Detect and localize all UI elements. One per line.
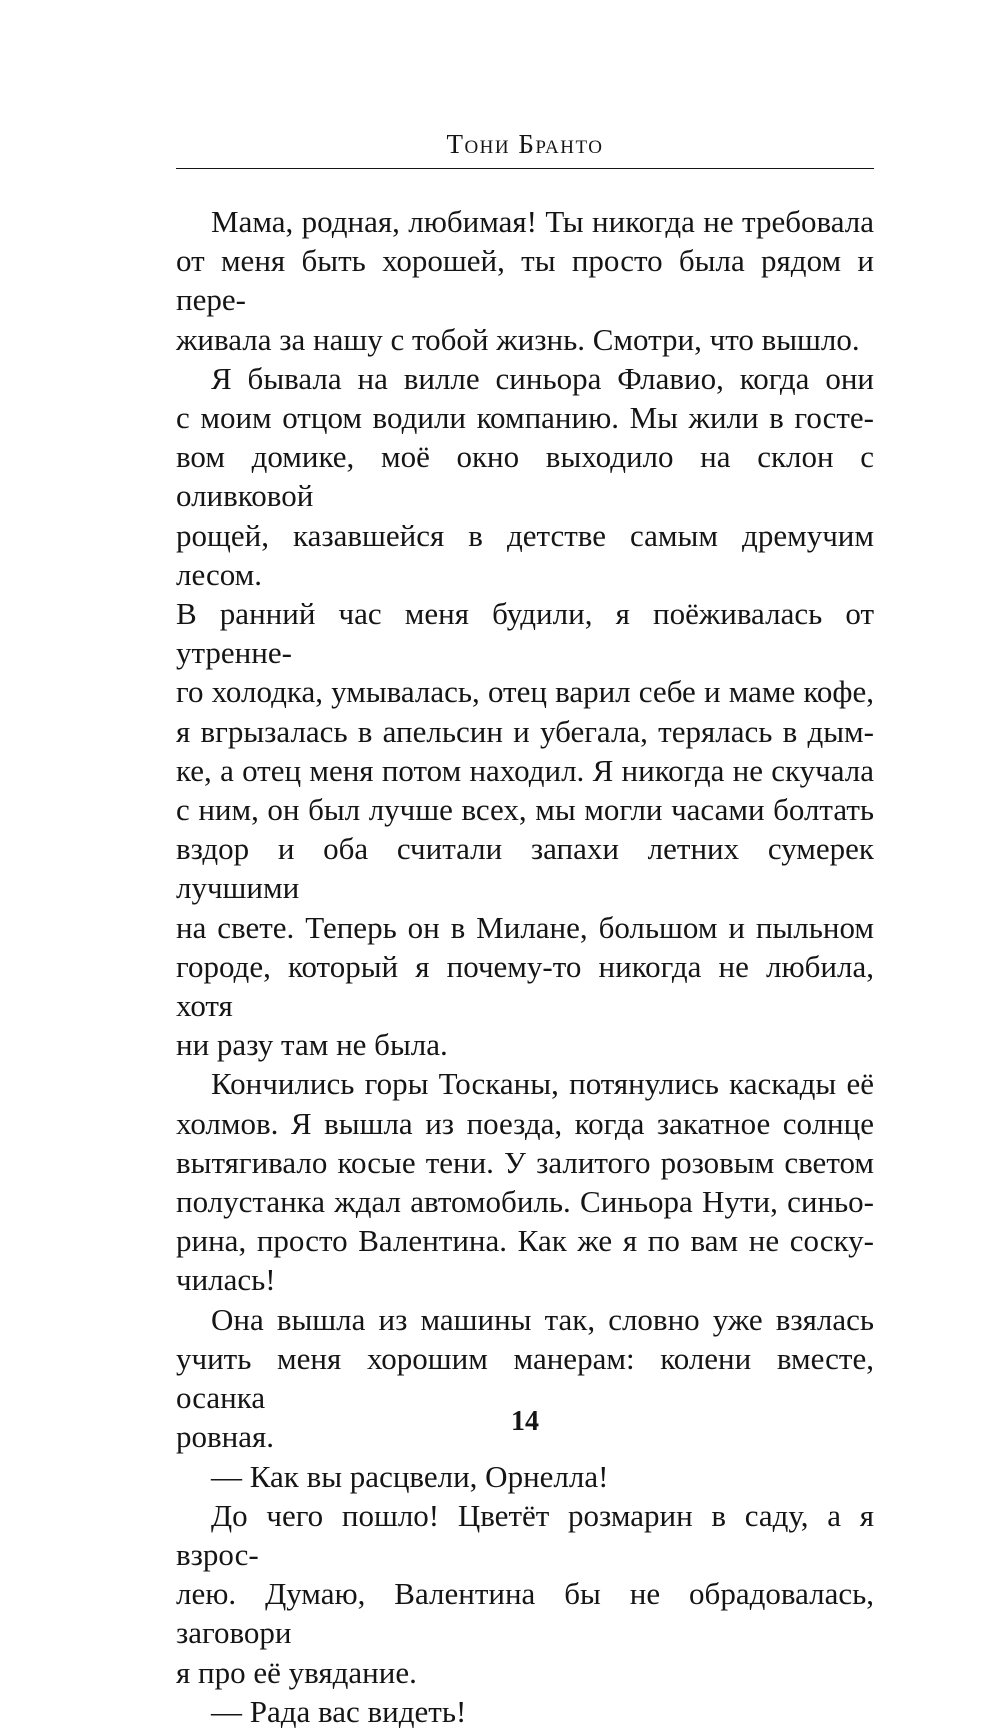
text-line: городе, который я почему-то никогда не любила, хотя — [176, 948, 874, 1024]
paragraph — [176, 1496, 874, 1692]
paragraph — [176, 359, 874, 1065]
page-number: 14 — [511, 1406, 539, 1437]
text-line: чилась! — [176, 1262, 276, 1298]
text-line: холмов. Я вышла из поезда, когда закатное солнце — [176, 1105, 874, 1141]
text-line: вздор и оба считали запахи летних сумерек лучшими — [176, 831, 874, 906]
page-body — [176, 202, 874, 1731]
dialogue-line — [176, 1692, 874, 1731]
text-line: вом домике, моё окно выходило на склон с оливковой — [176, 439, 874, 514]
text-line: я про её увядание. — [176, 1654, 417, 1690]
text-line: с ним, он был лучше всех, мы могли часами болтать — [176, 792, 874, 828]
text-line: я вгрызалась в апельсин и убегала, терялась в дым- — [176, 713, 874, 749]
header-divider — [176, 168, 874, 169]
text-line: полустанка ждал автомобиль. Синьора Нути, синьо- — [176, 1184, 874, 1220]
text-line: Кончились горы Тосканы, потянулись каскады её — [211, 1066, 874, 1102]
text-line: Мама, родная, любимая! Ты никогда не требовала — [211, 204, 874, 239]
text-line: — Как вы расцвели, Орнелла! — [211, 1458, 609, 1494]
paragraph — [176, 1064, 874, 1299]
text-line: ни разу там не была. — [176, 1027, 448, 1063]
text-line: живала за нашу с тобой жизнь. Смотри, что вышло. — [176, 321, 860, 357]
text-line: ке, а отец меня потом находил. Я никогда не скучала — [176, 752, 874, 788]
running-header-author: Тони Бранто — [446, 129, 604, 159]
text-line: ровная. — [176, 1419, 274, 1455]
text-line: от меня быть хорошей, ты просто была рядом и пере- — [176, 243, 874, 318]
text-line: В ранний час меня будили, я поёживалась от утренне- — [176, 596, 874, 671]
text-line: го холодка, умывалась, отец варил себе и маме кофе, — [176, 674, 874, 710]
text-line: учить меня хорошим манерам: колени вместе, осанка — [176, 1340, 874, 1416]
text-line: лею. Думаю, Валентина бы не обрадовалась, заговори — [176, 1576, 874, 1651]
paragraph — [176, 202, 874, 359]
text-line: Она вышла из машины так, словно уже взялась — [211, 1301, 874, 1337]
text-line: рина, просто Валентина. Как же я по вам не соску- — [176, 1223, 874, 1259]
text-line: Я бывала на вилле синьора Флавио, когда они — [211, 360, 874, 396]
text-line: вытягивало косые тени. У залитого розовым светом — [176, 1144, 874, 1180]
text-line: До чего пошло! Цветёт розмарин в саду, а я взрос- — [176, 1497, 874, 1572]
dialogue-line — [176, 1457, 874, 1496]
text-line: рощей, казавшейся в детстве самым дремучим лесом. — [176, 517, 874, 592]
text-line: — Рада вас видеть! — [211, 1693, 467, 1729]
text-line: на свете. Теперь он в Милане, большом и пыльном — [176, 909, 874, 945]
text-line: с моим отцом водили компанию. Мы жили в госте- — [176, 400, 874, 436]
